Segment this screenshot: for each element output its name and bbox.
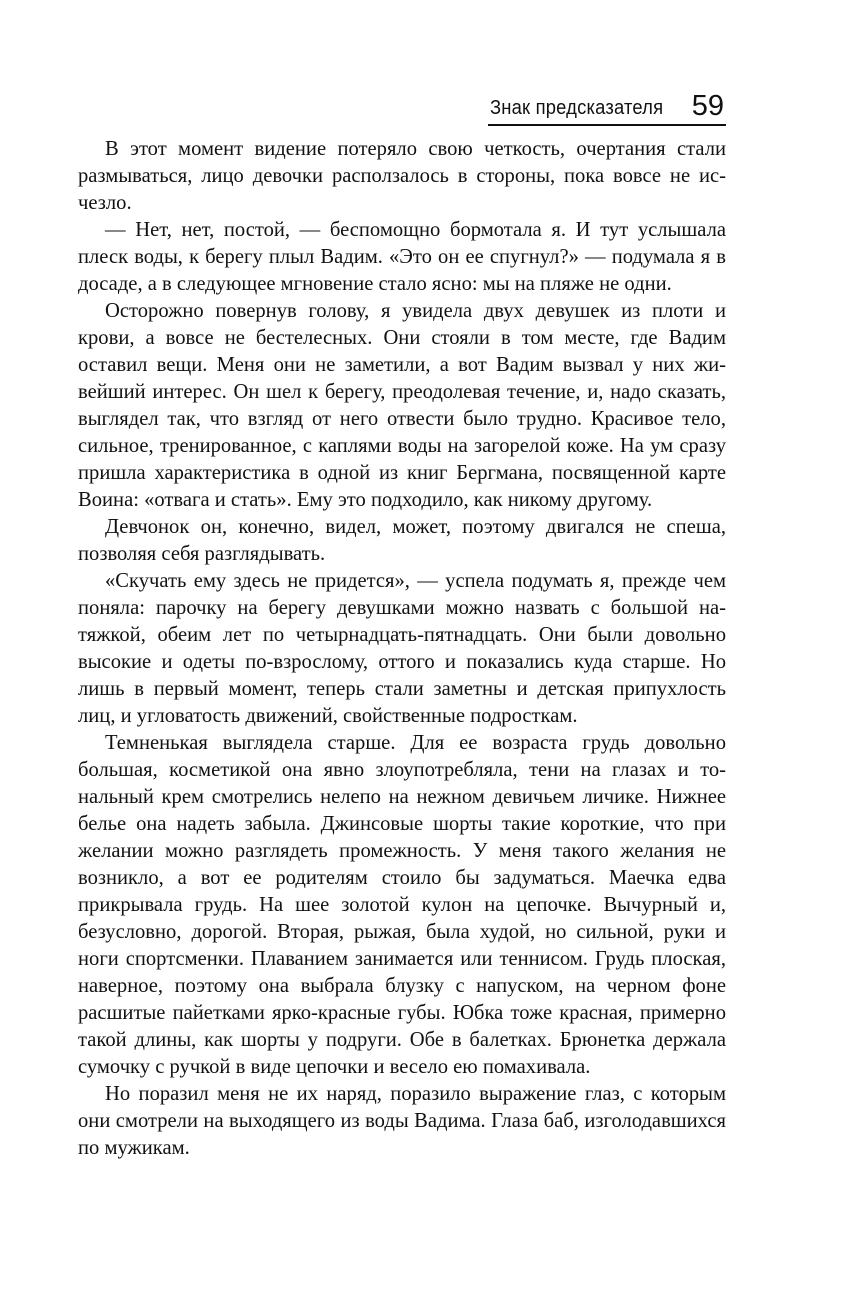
paragraph-4: Девчонок он, конечно, видел, может, поэтому двигался не спеша, позволяя себя разглядывать.	[78, 516, 726, 565]
paragraph-2: — Нет, нет, постой, — беспомощно бормотала я. И тут услышала плеск воды, к берегу плыл Вадим. «Это он ее спугнул?» — подумала я в досаде, а в следующее мгновение стало ясно: мы на пляже не одни.	[78, 219, 726, 295]
body-text	[78, 136, 726, 1162]
book-title: Знак предсказателя	[490, 97, 664, 119]
paragraph-5: «Скучать ему здесь не придется», — успела подумать я, прежде чем поняла: парочку на берегу девушками можно назвать с большой натяжкой, обеим лет по четырнадцать-пятнадцать. Они были довольно высокие и одеты по-взрослому, оттого и показались куда старше. Но лишь в первый момент, теперь стали заметны и детская припухлость лиц, и угловатость движений, свойственные подросткам.	[78, 570, 726, 727]
paragraph-6: Темненькая выглядела старше. Для ее возраста грудь довольно большая, косметикой она явно злоупотребляла, тени на глазах и тональный крем смотрелись нелепо на нежном девичьем личике. Нижнее белье она надеть забыла. Джинсовые шорты такие короткие, что при желании можно разглядеть промежность. У меня такого желания не возникло, а вот ее родителям стоило бы задуматься. Маечка едва прикрывала грудь. На шее золотой кулон на цепочке. Вычурный и, безусловно, дорогой. Вторая, рыжая, была худой, но сильной, руки и ноги спортсменки. Плаванием занимается или теннисом. Грудь плоская, наверное, поэтому она выбрала блузку с напуском, на черном фоне расшитые пайетками ярко-красные губы. Юбка тоже красная, примерно такой длины, как шорты у подруги. Обе в балетках. Брюнетка держала сумочку с ручкой в виде цепочки и весело ею помахивала.	[78, 732, 726, 1078]
paragraph-3: Осторожно повернув голову, я увидела двух девушек из плоти и крови, а вовсе не бестелесных. Они стояли в том месте, где Вадим оставил вещи. Меня они не заметили, а вот Вадим вызвал у них живейший интерес. Он шел к берегу, преодолевая течение, и, надо сказать, выглядел так, что взгляд от него отвести было трудно. Красивое тело, сильное, тренированное, с каплями воды на загорелой коже. На ум сразу пришла характеристика в одной из книг Бергмана, посвященной карте Воина: «отвага и стать». Ему это подходило, как никому другому.	[78, 300, 726, 511]
running-header	[488, 84, 726, 126]
page-number: 59	[691, 90, 724, 122]
paragraph-1: В этот момент видение потеряло свою четкость, очертания стали размываться, лицо девочки расползалось в стороны, пока вовсе не исчезло.	[78, 138, 726, 214]
paragraph-7: Но поразил меня не их наряд, поразило выражение глаз, с которым они смотрели на выходящего из воды Вадима. Глаза баб, изголодавшихся по мужикам.	[78, 1083, 726, 1159]
